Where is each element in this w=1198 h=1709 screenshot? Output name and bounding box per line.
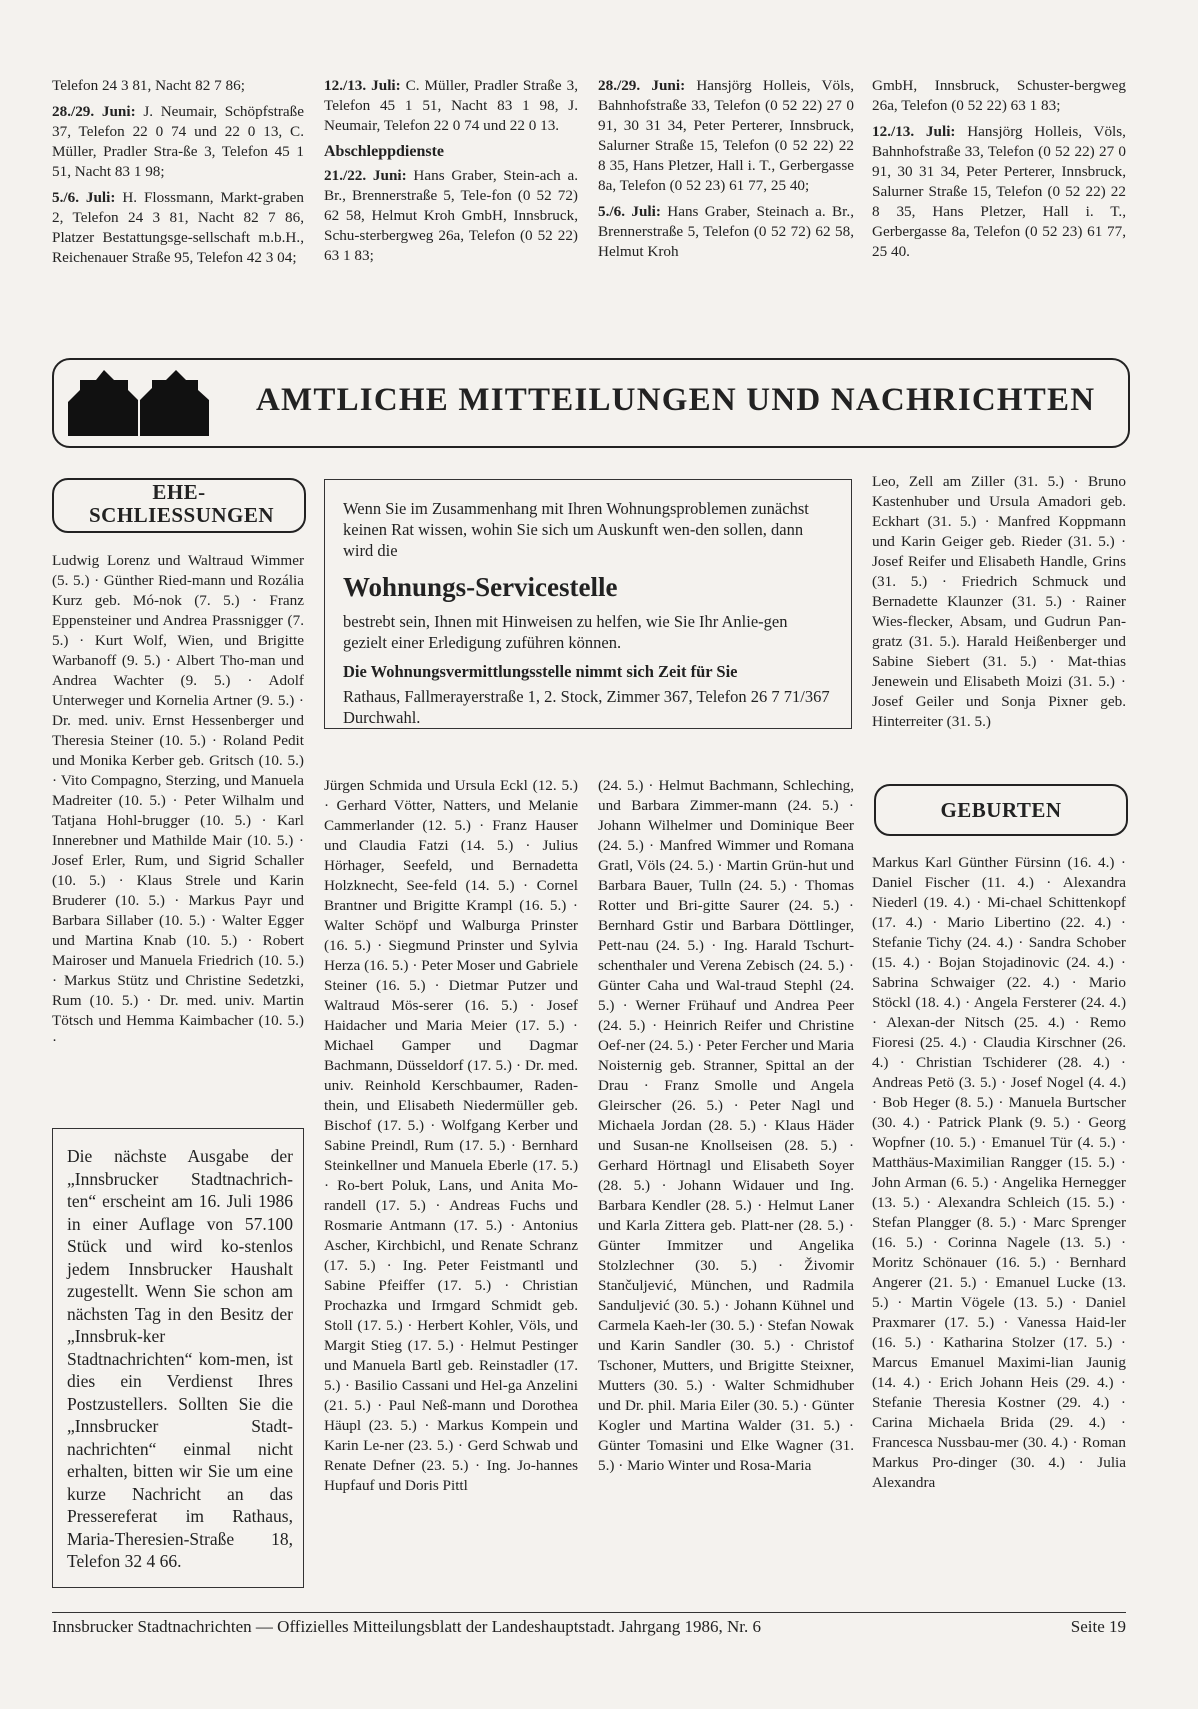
top-col3-p1: 28./29. Juni: Hansjörg Holleis, Völs, Bahnhofstraße 33, Telefon (0 52 22) 27 0 91, 30 31 34, Peter Perterer, Innsbruck, Salurner Straße 15, Telefon (0 52 22) 22 8 35, Hans Pletzer, Hall i. T., Gerbergasse 8a, Telefon (0 52 23) 61 77, 25 40;: [598, 77, 854, 194]
eheschliessungen-column-1: [52, 551, 304, 1057]
eheschliessungen-heading: EHE-SCHLIESSUNGEN: [52, 478, 306, 533]
next-issue-notice: [52, 1128, 304, 1588]
eheschliessungen-column-4: [872, 472, 1126, 738]
notice-intro: Wenn Sie im Zusammenhang mit Ihren Wohnungsproblemen zunächst keinen Rat wissen, wohin Sie sich um Auskunft wen-den sollen, dann wird die: [343, 499, 809, 560]
top-col4-p2: 12./13. Juli: Hansjörg Holleis, Völs, Bahnhofstraße 33, Telefon (0 52 22) 27 0 91, 30 31 34, Peter Perterer, Innsbruck, Salurner Straße 15, Telefon (0 52 22) 22 8 35, Hans Pletzer, Hall i. T., Gerbergasse 8a, Telefon (0 52 23) 61 77, 25 40.: [872, 123, 1126, 260]
top-col4-p1: GmbH, Innsbruck, Schuster-bergweg 26a, Telefon (0 52 22) 63 1 83;: [872, 77, 1126, 114]
banner-title: AMTLICHE MITTEILUNGEN UND NACHRICHTEN: [256, 382, 1096, 418]
notice-address: Rathaus, Fallmerayerstraße 1, 2. Stock, Zimmer 367, Telefon 26 7 71/367 Durchwahl.: [343, 687, 830, 727]
top-column-2: [324, 76, 578, 272]
eheschliessungen-text-4: Leo, Zell am Ziller (31. 5.) · Bruno Kastenhuber und Ursula Amadori geb. Eckhart (31. 5.) · Manfred Koppmann und Karin Geiger geb. Rieder (31. 5.) · Josef Reifer und Elisabeth Handle, Grins (31. 5.) · Friedrich Schmuck und Bernadette Klaunzer (31. 5.) · Rainer Wies-flecker, Absam, und Gudrun Pan-gratz (31. 5.). Harald Heißenberger und Sabine Siebert (31. 5.) · Mat-thias Jenewein und Elisabeth Moizi (31. 5.) · Josef Geiler und Sonja Pixner geb. Hinterreiter (31. 5.): [872, 473, 1126, 730]
notice-title: Wohnungs-Servicestelle: [343, 572, 618, 602]
eheschliessungen-text-3: (24. 5.) · Helmut Bachmann, Schleching, und Barbara Zimmer-mann (24. 5.) · Johann Wilhelmer und Dominique Beer (24. 5.) · Manfred Wimmer und Romana Gratl, Völs (24. 5.) · Martin Grün-hut und Barbara Bauer, Tulln (24. 5.) · Thomas Rotter und Bri-gitte Saurer (24. 5.) · Bernhard Gstir und Barbara Döttlinger, Pett-nau (24. 5.) · Ing. Harald Tschurt-schenthaler und Verena Zebisch (24. 5.) · Günter Caha und Wal-traud Stephl (24. 5.) · Werner Frühauf und Andrea Peer (24. 5.) · Heinrich Reifer und Christine Oef-ner (24. 5.) · Peter Fercher und Maria Noisternig geb. Stranner, Spittal an der Drau · Franz Smolle und Angela Gleirscher (26. 5.) · Peter Nagl und Michaela Jordan (28. 5.) · Klaus Häder und Susan-ne Knollseisen (28. 5.) · Gerhard Hörtnagl und Elisabeth Soyer (28. 5.) · Johann Widauer und Ing. Barbara Kendler (28. 5.) · Helmut Laner und Karla Zittera geb. Platt-ner (28. 5.) · Günter Immitzer und Angelika Stolzlechner (30. 5.) · Živomir Stančuljević, München, und Radmila Sanduljević (30. 5.) · Johann Kühnel und Carmela Kaeh-ler (30. 5.) · Stefan Nowak und Karin Sandler (30. 5.) · Christof Tschoner, Mutters, und Brigitte Steixner, Mutters (30. 5.) · Walter Schmidhuber und Dr. phil. Maria Eiler (30. 5.) · Günter Kogler und Martina Walder (31. 5.) · Günter Tomasini und Elke Wagner (31. 5.) · Mario Winter und Rosa-Maria: [598, 777, 854, 1474]
notice-bold-line: Die Wohnungsvermittlungsstelle nimmt sich Zeit für Sie: [343, 662, 738, 681]
geburten-text: Markus Karl Günther Fürsinn (16. 4.) · Daniel Fischer (11. 4.) · Alexandra Niederl (19. 4.) · Mi-chael Schittenkopf (17. 4.) · Mario Libertino (22. 4.) · Stefanie Tichy (24. 4.) · Sandra Schober (15. 4.) · Bojan Stojadinovic (24. 4.) · Sabrina Schwaiger (22. 4.) · Mario Stöckl (18. 4.) · Angela Fersterer (24. 4.) · Alexan-der Nitsch (25. 4.) · Remo Fioresi (25. 4.) · Claudia Kirschner (26. 4.) · Christian Tschiderer (28. 4.) · Andreas Petö (3. 5.) · Josef Nogel (4. 4.) · Bob Heger (8. 5.) · Manuela Burtscher (30. 4.) · Patrick Plank (9. 5.) · Georg Wopfner (10. 5.) · Emanuel Tür (4. 5.) · Matthäus-Maximilian Rangger (15. 5.) · John Arman (6. 5.) · Angelika Hernegger (13. 5.) · Alexandra Schleich (15. 5.) · Stefan Plangger (8. 5.) · Marc Sprenger (16. 5.) · Corinna Nagele (13. 5.) · Moritz Schönauer (16. 5.) · Bernhard Angerer (21. 5.) · Emanuel Lucke (13. 5.) · Martin Vögele (13. 5.) · Daniel Praxmarer (17. 5.) · Vanessa Haid-ler (16. 5.) · Katharina Stolzer (17. 5.) · Marcus Emanuel Maximi-lian Jaunig (14. 4.) · Erich Johann Heis (29. 4.) · Stefanie Theresia Kostner (29. 4.) · Carina Michaela Brida (29. 4.) · Francesca Nussbau-mer (30. 4.) · Roman Markus Pro-dinger (30. 4.) · Julia Alexandra: [872, 854, 1126, 1491]
top-col1-p1: Telefon 24 3 81, Nacht 82 7 86;: [52, 77, 245, 94]
page-footer: [52, 1612, 1126, 1637]
top-column-3: [598, 76, 854, 268]
eheschliessungen-column-2: [324, 776, 578, 1502]
top-col2-p2: 21./22. Juni: Hans Graber, Stein-ach a. Br., Brennerstraße 5, Tele-fon (0 52 72) 62 58, Helmut Kroh GmbH, Innsbruck, Schu-sterbergweg 26a, Telefon (0 52 22) 63 1 83;: [324, 167, 578, 264]
top-column-4: [872, 76, 1126, 268]
top-column-1: [52, 76, 304, 274]
wohnungs-servicestelle-box: [324, 479, 852, 729]
footer-publication: Innsbrucker Stadtnachrichten — Offizielles Mitteilungsblatt der Landeshauptstadt. Jahrgang 1986, Nr. 6: [52, 1617, 761, 1636]
next-issue-text: Die nächste Ausgabe der „Innsbrucker Stadtnachrich-ten“ erscheint am 16. Juli 1986 in einer Auflage von 57.100 Stück und wird ko-stenlos jedem Innsbrucker Haushalt zugestellt. Wenn Sie schon am nächsten Tag in den Besitz der „Innsbruk-ker Stadtnachrichten“ kom-men, ist dies ein Verdienst Ihres Postzustellers. Sollten Sie die „Innsbrucker Stadt-nachrichten“ einmal nicht erhalten, bitten wir Sie um eine kurze Nachricht an das Pressereferat im Rathaus, Maria-Theresien-Straße 18, Telefon 32 4 66.: [67, 1146, 293, 1571]
city-buildings-logo-icon: [66, 366, 211, 438]
geburten-column: [872, 853, 1126, 1499]
top-col1-p3: 5./6. Juli: H. Flossmann, Markt-graben 2, Telefon 24 3 81, Nacht 82 7 86, Platzer Bestattungsge-sellschaft m.b.H., Reichenauer Straße 95, Telefon 42 3 04;: [52, 189, 304, 266]
page-number: Seite 19: [1070, 1617, 1126, 1636]
abschleppdienste-heading: Abschleppdienste: [324, 143, 445, 160]
section-banner: [52, 358, 1130, 448]
top-col1-p2: 28./29. Juni: J. Neumair, Schöpfstraße 37, Telefon 22 0 74 und 22 0 13, C. Müller, Pradler Stra-ße 3, Telefon 45 1 51, Nacht 83 1 98;: [52, 103, 304, 180]
top-col2-p1: 12./13. Juli: C. Müller, Pradler Straße 3, Telefon 45 1 51, Nacht 83 1 98, J. Neumair, Telefon 22 0 74 und 22 0 13.: [324, 77, 578, 134]
notice-body: bestrebt sein, Ihnen mit Hinweisen zu helfen, wie Sie Ihr Anlie-gen gezielt einer Erledigung zuführen können.: [343, 612, 788, 652]
geburten-heading: GEBURTEN: [874, 784, 1128, 836]
top-col3-p2: 5./6. Juli: Hans Graber, Steinach a. Br., Brennerstraße 5, Telefon (0 52 72) 62 58, Helmut Kroh: [598, 203, 854, 260]
eheschliessungen-text-1: Ludwig Lorenz und Waltraud Wimmer (5. 5.) · Günther Ried-mann und Rozália Kurz geb. Mó-nok (7. 5.) · Franz Eppensteiner und Andrea Prassnigger (7. 5.) · Kurt Wolf, Wien, und Brigitte Warbanoff (9. 5.) · Albert Tho-man und Andrea Wachter (9. 5.) · Adolf Unterweger und Kornelia Artner (9. 5.) · Dr. med. univ. Ernst Hessenberger und Theresia Steiner (10. 5.) · Roland Pedit und Monika Kerber geb. Gritsch (10. 5.) · Vito Compagno, Sterzing, und Manuela Madreiter (10. 5.) · Peter Wilhalm und Tatjana Hohl-brugger (10. 5.) · Karl Innerebner und Mathilde Mair (10. 5.) · Josef Erler, Rum, und Sigrid Schaller (10. 5.) · Klaus Strele und Karin Bruderer (10. 5.) · Markus Payr und Barbara Sillaber (10. 5.) · Walter Egger und Martina Knab (10. 5.) · Robert Mairoser und Manuela Friedrich (10. 5.) · Markus Stütz und Christine Sedetzki, Rum (10. 5.) · Dr. med. univ. Martin Tötsch und Hemma Kaimbacher (10. 5.) ·: [52, 552, 304, 1049]
eheschliessungen-column-3: [598, 776, 854, 1482]
eheschliessungen-text-2: Jürgen Schmida und Ursula Eckl (12. 5.) · Gerhard Vötter, Natters, und Melanie Cammerlander (12. 5.) · Franz Hauser und Claudia Fatzi (14. 5.) · Julius Hörhager, Seefeld, und Bernadetta Holzknecht, See-feld (14. 5.) · Cornel Brantner und Brigitte Krampl (16. 5.) · Walter Schöpf und Walburga Prinster (16. 5.) · Siegmund Prinster und Sylvia Herza (16. 5.) · Peter Moser und Gabriele Steiner (16. 5.) · Dietmar Putzer und Waltraud Mös-serer (16. 5.) · Josef Haidacher und Maria Meier (17. 5.) · Michael Gamper und Dagmar Bachmann, Düsseldorf (17. 5.) · Dr. med. univ. Reinhold Kerschbaumer, Raden-thein, und Elisabeth Niedermüller geb. Bischof (17. 5.) · Wolfgang Kerber und Sabine Preindl, Rum (17. 5.) · Bernhard Steinkellner und Manuela Eberle (17. 5.) · Ro-bert Poluk, Lans, und Anita Mo-randell (17. 5.) · Andreas Fuchs und Rosmarie Antmann (17. 5.) · Antonius Ascher, Kirchbichl, und Renate Schranz (17. 5.) · Ing. Peter Feistmantl und Sabine Pfeiffer (17. 5.) · Christian Prochazka und Irmgard Schmidt geb. Stoll (17. 5.) · Herbert Kohler, Völs, und Margit Stieg (17. 5.) · Helmut Pestinger und Manuela Bartl geb. Reinstadler (17. 5.) · Basilio Cassani und Hel-ga Anzelini (21. 5.) · Paul Neß-mann und Dorothea Häupl (23. 5.) · Markus Kompein und Karin Le-ner (23. 5.) · Gerd Schwab und Renate Defner (23. 5.) · Ing. Jo-hannes Hupfauf und Doris Pittl: [324, 777, 578, 1494]
